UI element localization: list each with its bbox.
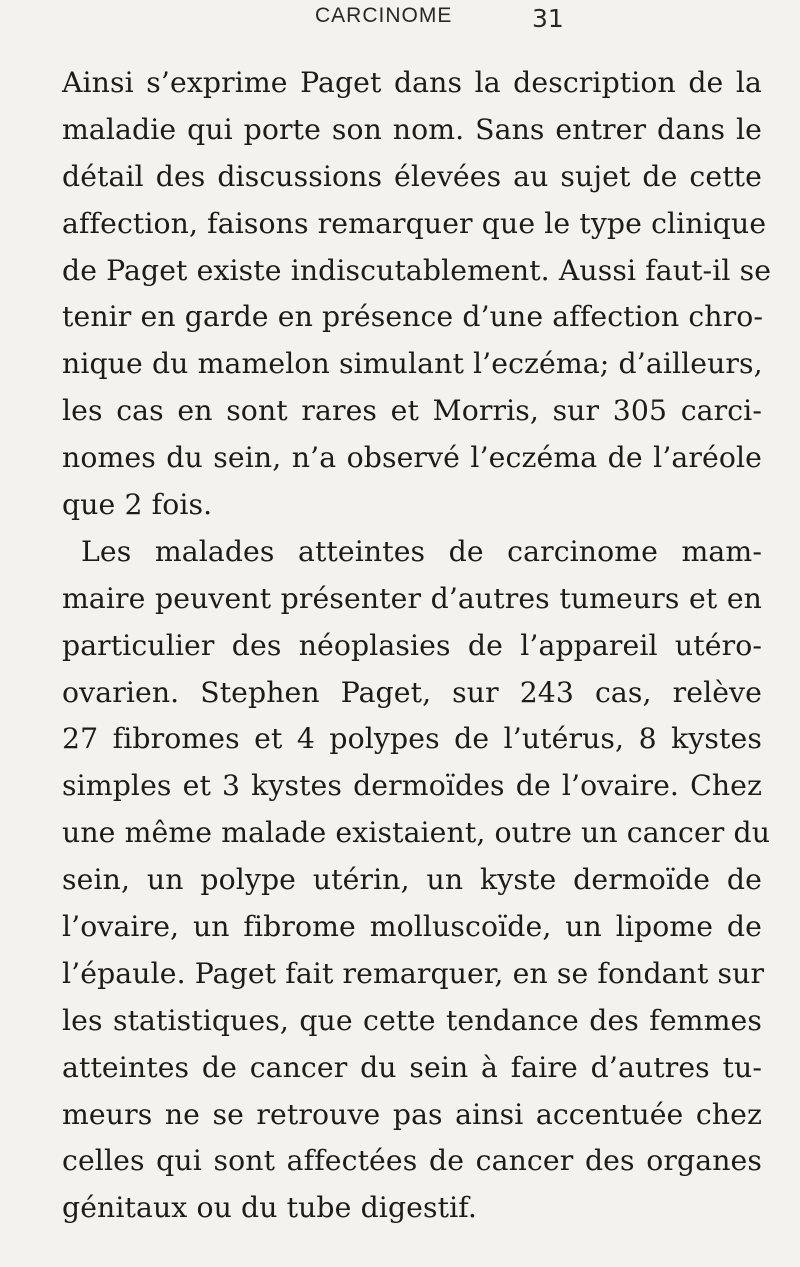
text-line: sein, un polype utérin, un kyste dermoïde de (62, 863, 762, 897)
text-line: atteintes de cancer du sein à faire d’autres tu- (62, 1050, 762, 1084)
text-line: Les malades atteintes de carcinome mam- (81, 534, 762, 568)
body-text (62, 60, 772, 1232)
text-line: génitaux ou du tube digestif. (62, 1191, 477, 1225)
text-line: l’ovaire, un fibrome molluscoïde, un lipome de (62, 910, 762, 944)
text-line: celles qui sont affectées de cancer des organes (62, 1144, 762, 1178)
text-line: nique du mamelon simulant l’eczéma; d’ailleurs, (62, 347, 763, 381)
paragraph-paget-description (62, 60, 772, 529)
text-line: les statistiques, que cette tendance des femmes (62, 1003, 762, 1037)
page-header (0, 4, 800, 44)
text-line: particulier des néoplasies de l’appareil utéro- (62, 628, 762, 662)
paragraph-other-tumors (62, 529, 771, 1232)
text-line: maladie qui porte son nom. Sans entrer dans le (62, 112, 762, 146)
text-line: que 2 fois. (62, 488, 213, 522)
text-line: 27 fibromes et 4 polypes de l’utérus, 8 kystes (62, 722, 762, 756)
text-line: les cas en sont rares et Morris, sur 305 carci- (62, 394, 762, 428)
text-line: de Paget existe indiscutablement. Aussi faut-il se (62, 253, 772, 287)
text-line: l’épaule. Paget fait remarquer, en se fondant sur (62, 956, 765, 990)
running-head: CARCINOME (315, 4, 453, 27)
text-line: nomes du sein, n’a observé l’eczéma de l’aréole (62, 441, 762, 475)
text-line: simples et 3 kystes dermoïdes de l’ovaire. Chez (62, 769, 762, 803)
text-line: tenir en garde en présence d’une affection chro- (62, 300, 764, 334)
text-line: affection, faisons remarquer que le type clinique (62, 206, 767, 240)
text-line: détail des discussions élevées au sujet de cette (62, 159, 762, 193)
text-line: maire peuvent présenter d’autres tumeurs et en (62, 581, 762, 615)
text-line: ovarien. Stephen Paget, sur 243 cas, relève (62, 675, 762, 709)
text-line: Ainsi s’exprime Paget dans la description de la (62, 66, 762, 99)
page-number: 31 (532, 4, 564, 33)
text-line: une même malade existaient, outre un cancer du (62, 816, 771, 850)
text-line: meurs ne se retrouve pas ainsi accentuée chez (62, 1097, 762, 1131)
